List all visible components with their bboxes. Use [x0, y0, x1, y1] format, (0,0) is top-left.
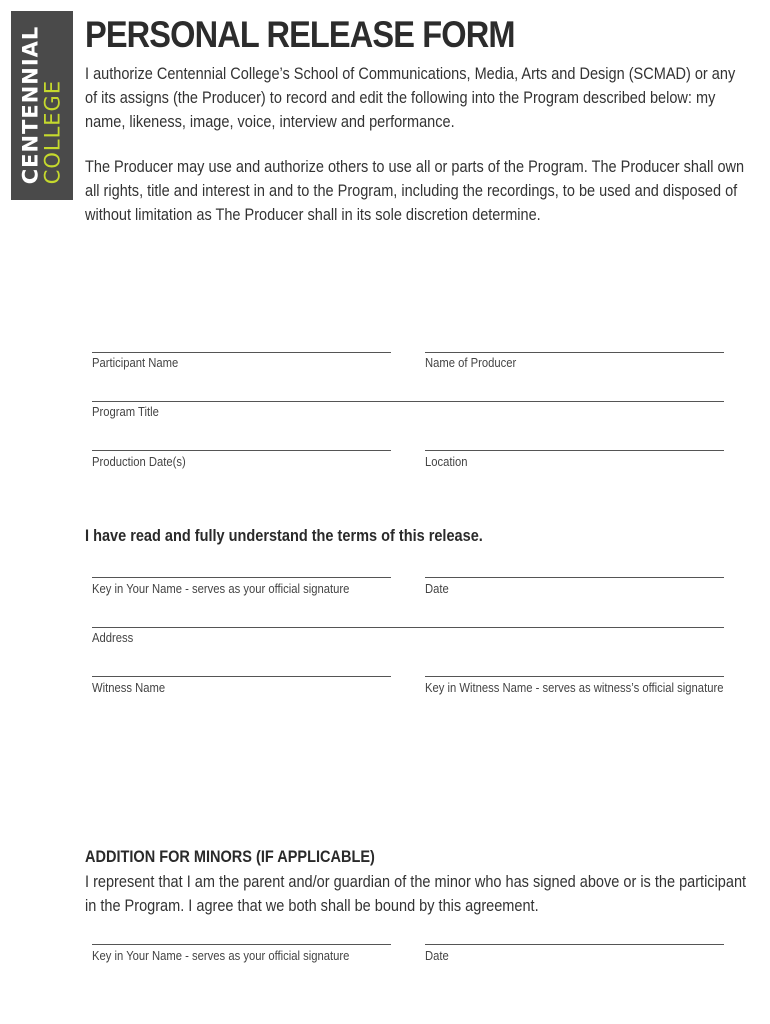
program-title-label: Program Title	[92, 405, 159, 419]
producer-name-input[interactable]	[425, 330, 724, 352]
program-title-line	[92, 401, 724, 402]
witness-name-input[interactable]	[92, 654, 391, 676]
program-title-input[interactable]	[92, 379, 724, 401]
producer-name-line	[425, 352, 724, 353]
signature-name-line	[92, 577, 391, 578]
signature-date-input[interactable]	[425, 555, 724, 577]
minors-heading: ADDITION FOR MINORS (IF APPLICABLE)	[85, 848, 375, 866]
witness-name-line	[92, 676, 391, 677]
college-logo	[11, 11, 73, 200]
signature-name-input[interactable]	[92, 555, 391, 577]
minor-guardian-name-input[interactable]	[92, 922, 391, 944]
location-label: Location	[425, 455, 468, 469]
minor-date-label: Date	[425, 949, 449, 963]
minors-paragraph: I represent that I am the parent and/or guardian of the minor who has signed above or is the participant in the Program. I agree that we both shall be bound by this agreement.	[85, 873, 747, 915]
minor-guardian-name-line	[92, 944, 391, 945]
production-dates-input[interactable]	[92, 428, 391, 450]
witness-name-label: Witness Name	[92, 681, 166, 695]
form-title: PERSONAL RELEASE FORM	[85, 14, 515, 55]
address-label: Address	[92, 631, 134, 645]
signature-name-label: Key in Your Name - serves as your official signature	[92, 582, 350, 596]
participant-name-line	[92, 352, 391, 353]
address-line	[92, 627, 724, 628]
witness-signature-label: Key in Witness Name - serves as witness’s official signature	[425, 681, 724, 695]
production-dates-label: Production Date(s)	[92, 455, 186, 469]
signature-date-label: Date	[425, 582, 449, 596]
logo-line-college: COLLEGE	[40, 79, 65, 185]
minor-date-input[interactable]	[425, 922, 724, 944]
location-line	[425, 450, 724, 451]
location-input[interactable]	[425, 428, 724, 450]
minor-date-line	[425, 944, 724, 945]
witness-signature-line	[425, 676, 724, 677]
participant-name-input[interactable]	[92, 330, 391, 352]
signature-date-line	[425, 577, 724, 578]
rights-paragraph: The Producer may use and authorize others to use all or parts of the Program. The Producer shall own all rights, title and interest in and to the Program, including the recordings, to be used and disposed of without limitation as The Producer shall in its sole discretion determine.	[85, 158, 745, 224]
address-input[interactable]	[92, 605, 724, 627]
producer-name-label: Name of Producer	[425, 356, 517, 370]
logo-line-centennial: CENTENNIAL	[18, 25, 43, 185]
acknowledgement-heading: I have read and fully understand the terms of this release.	[85, 527, 483, 545]
college-logo-text	[18, 25, 65, 185]
production-dates-line	[92, 450, 391, 451]
witness-signature-input[interactable]	[425, 654, 724, 676]
participant-name-label: Participant Name	[92, 356, 179, 370]
authorization-paragraph: I authorize Centennial College’s School of Communications, Media, Arts and Design (SCMAD) or any of its assigns (the Producer) to record and edit the following into the Program described below: my name, likeness, image, voice, interview and performance.	[85, 65, 736, 131]
minor-guardian-name-label: Key in Your Name - serves as your official signature	[92, 949, 350, 963]
